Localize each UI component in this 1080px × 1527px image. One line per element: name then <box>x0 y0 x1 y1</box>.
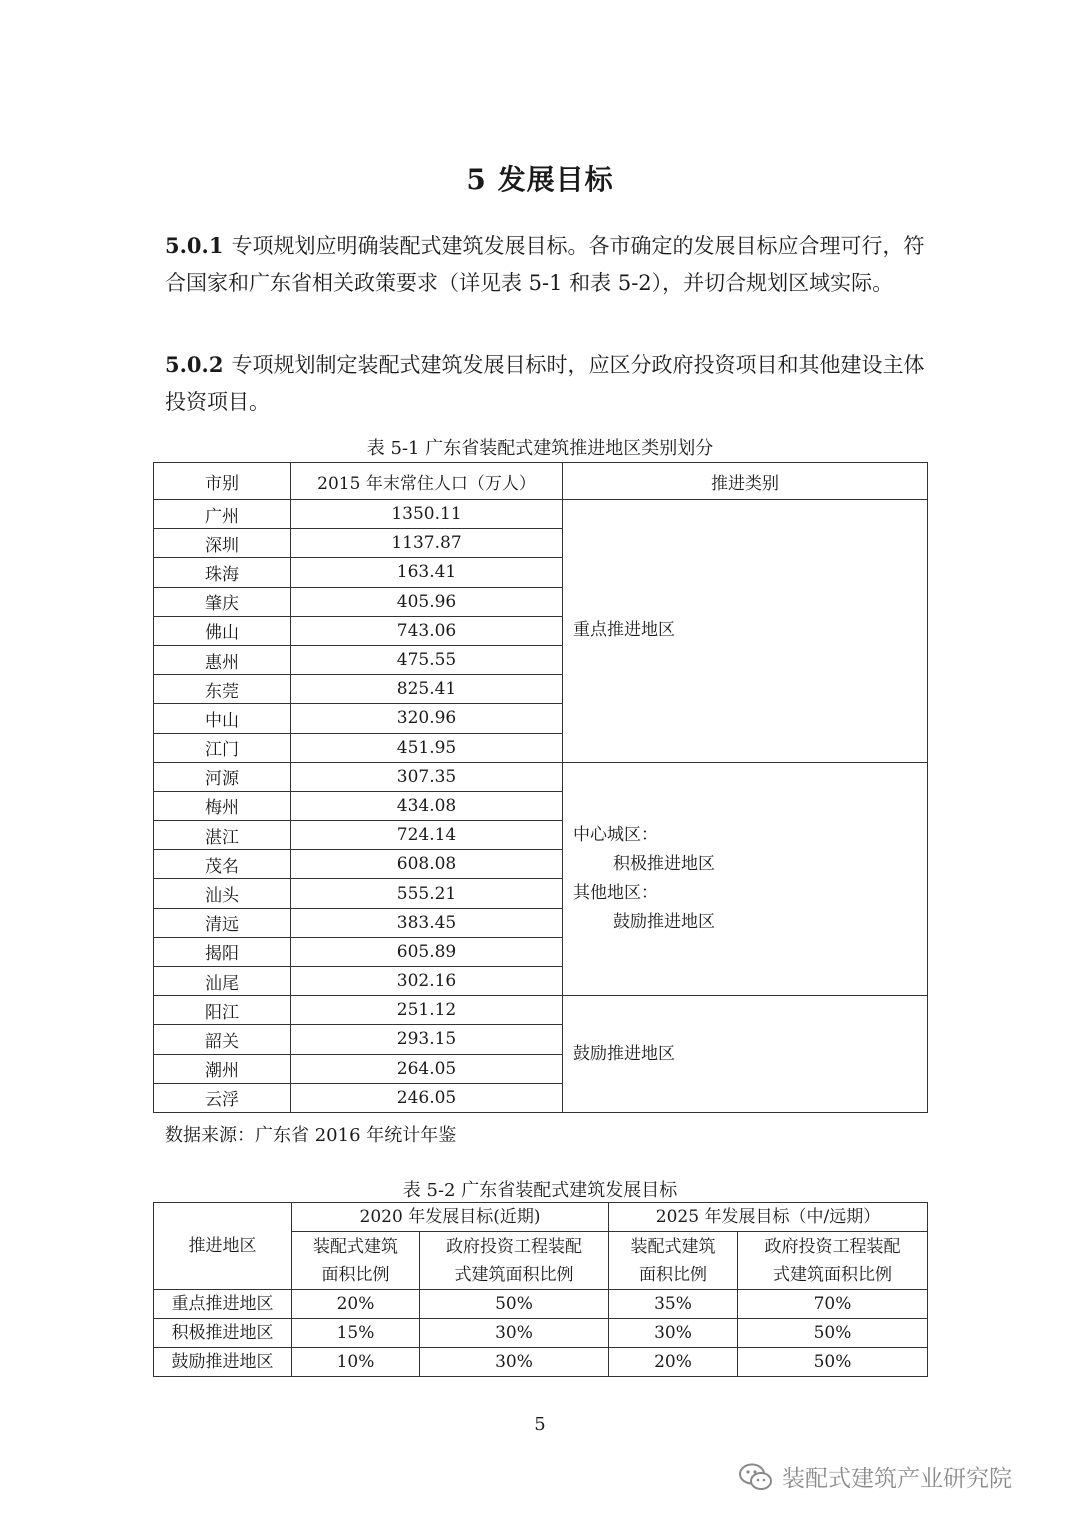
table-row <box>154 1319 928 1348</box>
table-row <box>154 762 928 791</box>
value-cell: 15% <box>292 1319 420 1348</box>
paragraph-5-0-1 <box>165 227 935 302</box>
table-row <box>154 1348 928 1377</box>
population-cell: 246.05 <box>291 1083 563 1112</box>
population-cell: 825.41 <box>291 675 563 704</box>
clause-number: 5.0.2 <box>165 352 224 377</box>
population-cell: 405.96 <box>291 587 563 616</box>
table-row <box>154 996 928 1025</box>
value-cell: 35% <box>609 1290 738 1319</box>
subheader-area-ratio: 装配式建筑 面积比例 <box>292 1232 420 1290</box>
watermark <box>738 1460 1012 1493</box>
value-cell: 30% <box>420 1319 609 1348</box>
table-header-row <box>154 1203 928 1232</box>
region-cell: 鼓励推进地区 <box>154 1348 292 1377</box>
city-cell: 汕头 <box>154 879 291 908</box>
population-cell: 1137.87 <box>291 529 563 558</box>
city-cell: 佛山 <box>154 616 291 645</box>
subheader-area-ratio: 装配式建筑 面积比例 <box>609 1232 738 1290</box>
development-target-table <box>153 1202 928 1377</box>
population-cell: 555.21 <box>291 879 563 908</box>
population-cell: 163.41 <box>291 558 563 587</box>
section-heading: 5 发展目标 <box>466 163 614 196</box>
subheader-gov-ratio: 政府投资工程装配 式建筑面积比例 <box>738 1232 928 1290</box>
city-cell: 阳江 <box>154 996 291 1025</box>
population-cell: 320.96 <box>291 704 563 733</box>
value-cell: 10% <box>292 1348 420 1377</box>
value-cell: 30% <box>420 1348 609 1377</box>
category-line: 中心城区： <box>573 824 658 845</box>
population-cell: 302.16 <box>291 967 563 996</box>
value-cell: 50% <box>738 1348 928 1377</box>
value-cell: 20% <box>292 1290 420 1319</box>
page-number: 5 <box>534 1414 546 1435</box>
value-cell: 30% <box>609 1319 738 1348</box>
city-cell: 揭阳 <box>154 937 291 966</box>
city-cell: 云浮 <box>154 1083 291 1112</box>
category-cell: 鼓励推进地区 <box>563 996 928 1113</box>
city-cell: 湛江 <box>154 821 291 850</box>
table-header-row <box>154 463 928 500</box>
population-cell: 724.14 <box>291 821 563 850</box>
city-cell: 广州 <box>154 500 291 529</box>
wechat-icon <box>738 1462 774 1492</box>
paragraph-5-0-2 <box>165 346 935 421</box>
header-city: 市别 <box>154 463 291 500</box>
population-cell: 605.89 <box>291 937 563 966</box>
population-cell: 475.55 <box>291 645 563 674</box>
table-1-caption: 表 5-1 广东省装配式建筑推进地区类别划分 <box>366 438 714 459</box>
population-cell: 434.08 <box>291 791 563 820</box>
population-cell: 1350.11 <box>291 500 563 529</box>
region-cell: 积极推进地区 <box>154 1319 292 1348</box>
region-category-table <box>153 462 928 1113</box>
city-cell: 惠州 <box>154 645 291 674</box>
city-cell: 深圳 <box>154 529 291 558</box>
population-cell: 743.06 <box>291 616 563 645</box>
population-cell: 293.15 <box>291 1025 563 1054</box>
population-cell: 383.45 <box>291 908 563 937</box>
subheader-gov-ratio: 政府投资工程装配 式建筑面积比例 <box>420 1232 609 1290</box>
header-2025: 2025 年发展目标（中/远期） <box>609 1203 928 1232</box>
watermark-text: 装配式建筑产业研究院 <box>782 1466 1012 1492</box>
value-cell: 20% <box>609 1348 738 1377</box>
value-cell: 50% <box>420 1290 609 1319</box>
header-population: 2015 年末常住人口（万人） <box>291 463 563 500</box>
table-row <box>154 500 928 529</box>
city-cell: 汕尾 <box>154 967 291 996</box>
category-cell: 重点推进地区 <box>563 500 928 763</box>
city-cell: 潮州 <box>154 1054 291 1083</box>
value-cell: 50% <box>738 1319 928 1348</box>
clause-number: 5.0.1 <box>165 233 224 258</box>
city-cell: 清远 <box>154 908 291 937</box>
population-cell: 608.08 <box>291 850 563 879</box>
city-cell: 江门 <box>154 733 291 762</box>
city-cell: 梅州 <box>154 791 291 820</box>
population-cell: 307.35 <box>291 762 563 791</box>
city-cell: 珠海 <box>154 558 291 587</box>
population-cell: 251.12 <box>291 996 563 1025</box>
population-cell: 451.95 <box>291 733 563 762</box>
category-cell <box>563 762 928 996</box>
city-cell: 东莞 <box>154 675 291 704</box>
city-cell: 河源 <box>154 762 291 791</box>
value-cell: 70% <box>738 1290 928 1319</box>
region-cell: 重点推进地区 <box>154 1290 292 1319</box>
category-line: 其他地区： <box>573 882 658 903</box>
city-cell: 茂名 <box>154 850 291 879</box>
population-cell: 264.05 <box>291 1054 563 1083</box>
clause-text: 专项规划应明确装配式建筑发展目标。各市确定的发展目标应合理可行，符合国家和广东省相关政策要求（详见表 5-1 和表 5-2），并切合规划区域实际。 <box>165 234 925 295</box>
header-2020: 2020 年发展目标(近期) <box>292 1203 609 1232</box>
category-line: 积极推进地区 <box>613 853 715 874</box>
clause-text: 专项规划制定装配式建筑发展目标时，应区分政府投资项目和其他建设主体投资项目。 <box>165 353 925 414</box>
header-category: 推进类别 <box>563 463 928 500</box>
city-cell: 中山 <box>154 704 291 733</box>
category-line: 鼓励推进地区 <box>613 911 715 932</box>
city-cell: 肇庆 <box>154 587 291 616</box>
city-cell: 韶关 <box>154 1025 291 1054</box>
data-source-note: 数据来源：广东省 2016 年统计年鉴 <box>165 1125 457 1146</box>
table-2-caption: 表 5-2 广东省装配式建筑发展目标 <box>402 1180 678 1201</box>
table-row <box>154 1290 928 1319</box>
header-region: 推进地区 <box>154 1203 292 1290</box>
